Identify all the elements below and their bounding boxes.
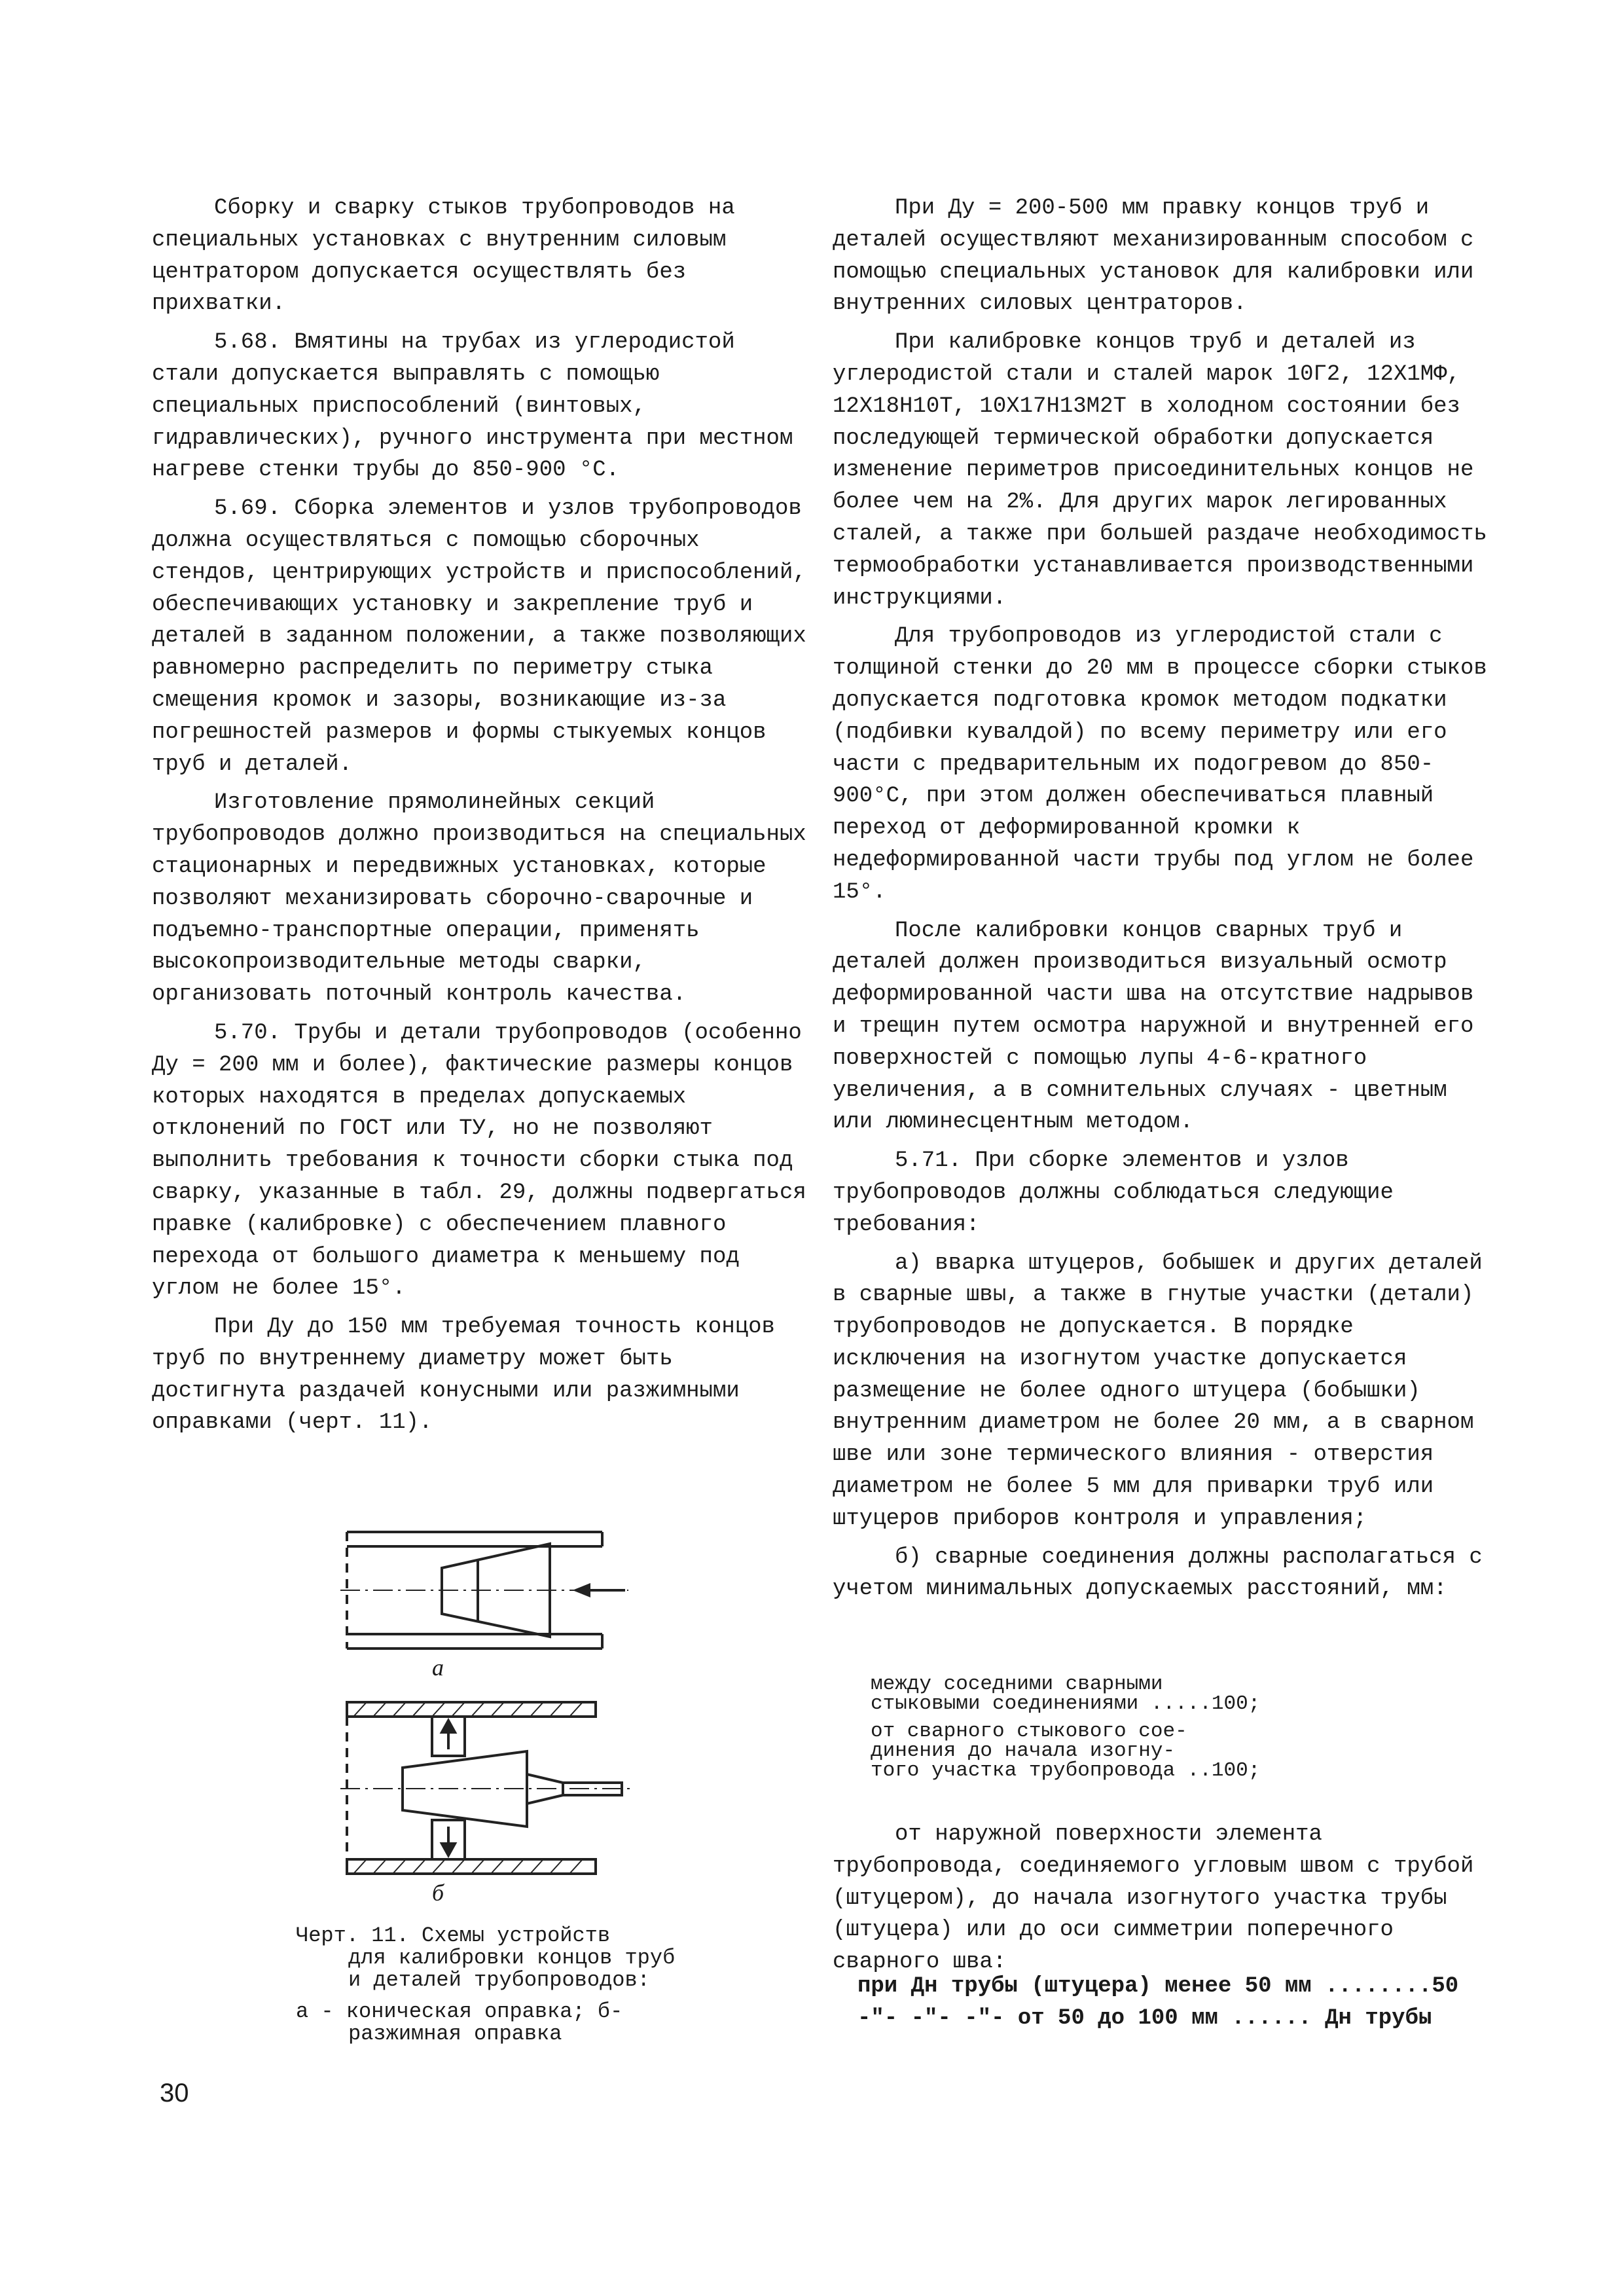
figure-b-expanding-mandrel <box>340 1702 632 1874</box>
paragraph: При Ду до 150 мм требуемая точность концов труб по внутреннему диаметру может быть достигнута раздачей конусными или разжимными оправками (черт. 11). <box>152 1315 775 1436</box>
figure-label-b: б <box>432 1880 444 1906</box>
page-number: 30 <box>160 2079 189 2107</box>
right-column <box>833 192 1487 1605</box>
figure-a-conical-mandrel <box>340 1532 628 1649</box>
list-line: того участка трубопровода ..100; <box>871 1759 1261 1782</box>
list-line: динения до начала изогну- <box>871 1740 1176 1762</box>
caption-line: а - коническая оправка; б- <box>296 1999 623 2024</box>
paragraph-5-68: 5.68. Вмятины на трубах из углеродистой стали допускается выправлять с помощью специальных приспособлений (винтовых, гидравлических), ручного инструмента при местном нагреве стенки трубы до 850-900 °С. <box>152 330 793 483</box>
figure-drawing <box>301 1506 641 1912</box>
paragraph-5-71: 5.71. При сборке элементов и узлов трубопроводов должны соблюдаться следующие требования: <box>833 1148 1394 1237</box>
right-tail <box>833 1819 1487 1978</box>
paragraph: от наружной поверхности элемента трубопровода, соединяемого угловым швом с трубой (штуцером), до начала изогнутого участка трубы (штуцера) или до оси симметрии поперечного сварного шва: <box>833 1822 1474 1975</box>
paragraph: Изготовление прямолинейных секций трубопроводов должно производиться на специальных стационарных и передвижных установках, которые позволяют механизировать сборочно-сварочные и подъемно-транспортные операции, применять высокопроизводительные методы сварки, организовать поточный контроль качества. <box>152 790 806 1008</box>
paragraph-5-70: 5.70. Трубы и детали трубопроводов (особенно Ду = 200 мм и более), фактические размеры концов которых находятся в пределах допускаемых отклонений по ГОСТ или ТУ, но не позволяют выполнить требования к точности сборки стыка под сварку, указанные в табл. 29, должны подвергаться правке (калибровке) с обеспечением плавного перехода от большого диаметра к меньшему под углом не более 15°. <box>152 1020 806 1302</box>
list-line: стыковыми соединениями .....100; <box>871 1692 1261 1715</box>
caption-line: разжимная оправка <box>348 2022 562 2046</box>
spacing-list <box>871 1675 1460 1781</box>
paragraph: При Ду = 200-500 мм правку концов труб и деталей осуществляют механизированным способом с помощью специальных установок для калибровки или внутренних силовых центраторов. <box>833 196 1474 317</box>
left-column <box>152 192 806 1439</box>
caption-line: для калибровки концов труб <box>348 1946 676 1970</box>
figure-label-a: а <box>432 1654 444 1681</box>
dn-row: -"- -"- -"- от 50 до 100 мм ...... Дн трубы <box>857 2005 1432 2031</box>
caption-line: Черт. 11. Схемы устройств <box>296 1923 611 1948</box>
paragraph: Сборку и сварку стыков трубопроводов на специальных установках с внутренним силовым центратором допускается осуществлять без прихватки. <box>152 196 735 317</box>
paragraph: При калибровке концов труб и деталей из углеродистой стали и сталей марок 10Г2, 12Х1МФ, 12Х18Н10Т, 10Х17Н13М2Т в холодном состоянии без последующей термической обработки допускается изменение периметров присоединительных концов не более чем на 2%. Для других марок легированных сталей, а также при большей раздаче необходимость термообработки устанавливается производственными инструкциями. <box>833 330 1487 611</box>
paragraph-5-69: 5.69. Сборка элементов и узлов трубопроводов должна осуществляться с помощью сборочных стендов, центрирующих устройств и приспособлений, обеспечивающих установку и закрепление труб и деталей в заданном положении, а также позволяющих равномерно распределить по периметру стыка смещения кромок и зазоры, возникающие из-за погрешностей размеров и формы стыкуемых концов труб и деталей. <box>152 496 806 777</box>
item-b: б) сварные соединения должны располагаться с учетом минимальных допускаемых расстояний, мм: <box>833 1544 1483 1602</box>
paragraph: После калибровки концов сварных труб и деталей должен производиться визуальный осмотр деформированной части шва на отсутствие надрывов и трещин путем осмотра наружной и внутренней его поверхностей с помощью лупы 4-6-кратного увеличения, а в сомнительных случаях - цветным или люминесцентным методом. <box>833 918 1474 1135</box>
paragraph: Для трубопроводов из углеродистой стали с толщиной стенки до 20 мм в процессе сборки стыков допускается подготовка кромок методом подкатки (подбивки кувалдой) по всему периметру или его части с предварительным их подогревом до 850-900°С, при этом должен обеспечиваться плавный переход от деформированной кромки к недеформированной части трубы под углом не более 15°. <box>833 624 1487 905</box>
figure-calibration-devices <box>301 1506 641 1912</box>
figure-caption <box>296 1925 767 2045</box>
dn-row: при Дн трубы (штуцера) менее 50 мм ........50 <box>857 1974 1459 1999</box>
list-line: от сварного стыкового сое- <box>871 1720 1187 1743</box>
item-a: а) вварка штуцеров, бобышек и других деталей в сварные швы, а также в гнутые участки (детали) трубопроводов не допускается. В порядке исключения на изогнутом участке допускается размещение не более одного штуцера (бобышки) внутренним диаметром не более 20 мм, а в сварном шве или зоне термического влияния - отверстия диаметром не более 5 мм для приварки труб или штуцеров приборов контроля и управления; <box>833 1250 1483 1531</box>
list-line: между соседними сварными <box>871 1673 1163 1696</box>
dn-rows <box>857 1971 1499 2035</box>
caption-line: и деталей трубопроводов: <box>348 1968 650 1992</box>
